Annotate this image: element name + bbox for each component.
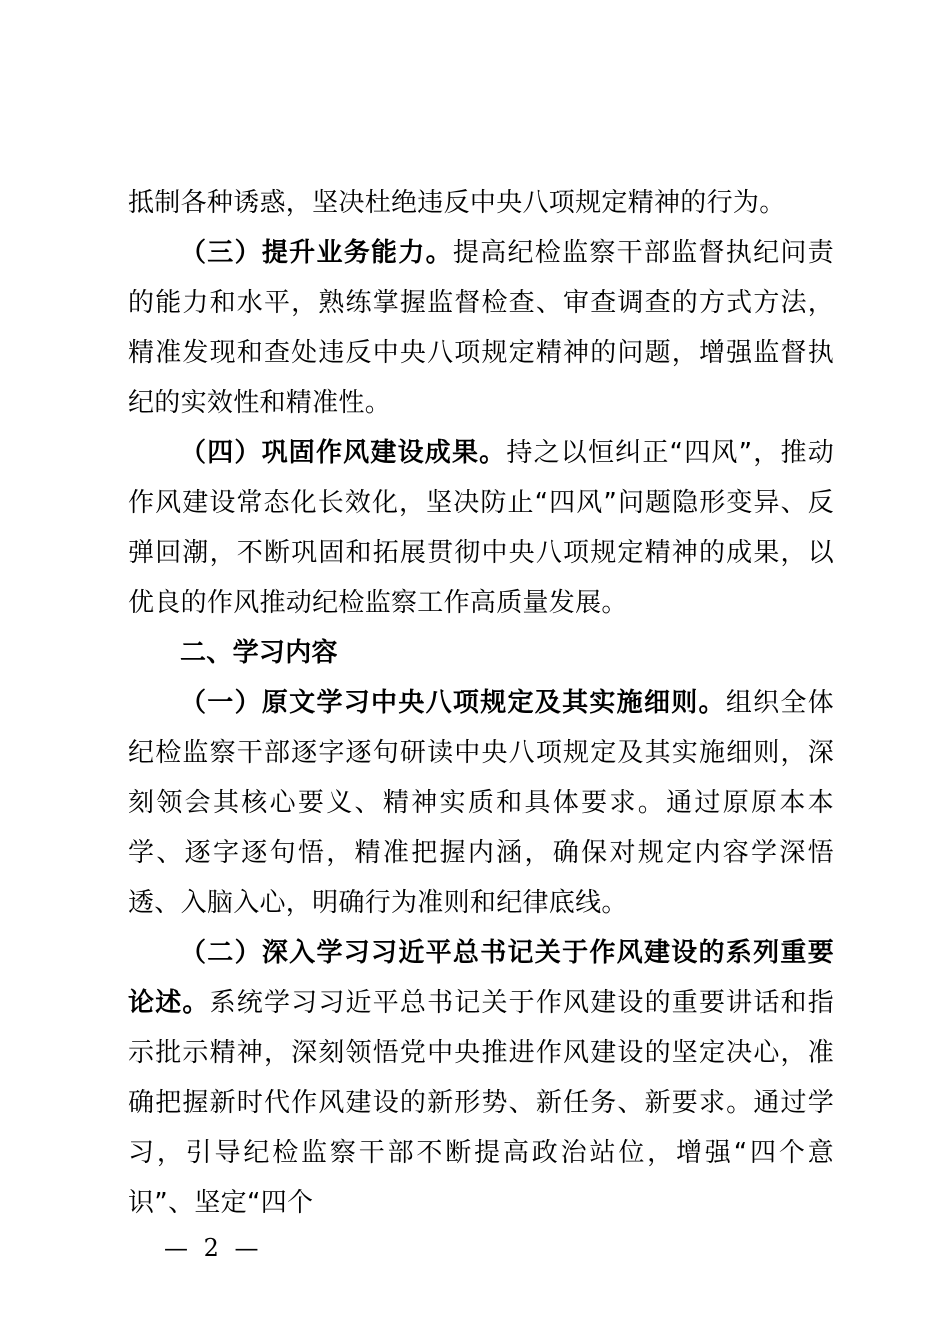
paragraph-text: 组织全体纪检监察干部逐字逐句研读中央八项规定及其实施细则，深刻领会其核心要义、精神实质和具体要求。通过原原本本学、逐字逐句悟，精准把握内涵，确保对规定内容学深悟透、入脑入心，明确行为准则和纪律底线。 — [128, 688, 834, 918]
paragraph-text: 抵制各种诱惑，坚决杜绝违反中央八项规定精神的行为。 — [128, 188, 786, 218]
paragraph-text: 系统学习习近平总书记关于作风建设的重要讲话和指示批示精神，深刻领悟党中央推进作风建设的坚定决心，准确把握新时代作风建设的新形势、新任务、新要求。通过学习，引导纪检监察干部不断提高政治站位，增强“四个意识”、坚定“四个 — [128, 988, 835, 1218]
paragraph-text: 提高纪检监察干部监督执纪问责的能力和水平，熟练掌握监督检查、审查调查的方式方法，精准发现和查处违反中央八项规定精神的问题，增强监督执纪的实效性和精准性。 — [128, 238, 834, 418]
paragraph-heading: （四）巩固作风建设成果。 — [180, 438, 507, 468]
page-number: — 2 — — [164, 1234, 263, 1262]
paragraph-text: 持之以恒纠正“四风”，推动作风建设常态化长效化，坚决防止“四风”问题隐形变异、反弹回潮，不断巩固和拓展贯彻中央八项规定精神的成果，以优良的作风推动纪检监察工作高质量发展。 — [128, 438, 834, 618]
section-heading-study-content — [128, 628, 834, 678]
paragraph-improve-ability — [128, 228, 834, 428]
paragraph-heading: （二）深入学习习近平总书记关于作风建设的系列重要论述。 — [128, 938, 834, 1018]
paragraph-heading: （一）原文学习中央八项规定及其实施细则。 — [180, 688, 726, 718]
paragraph-study-speeches — [128, 928, 834, 1228]
paragraph-study-regulations — [128, 678, 834, 928]
paragraph-continuation — [128, 178, 834, 228]
section-heading: 二、学习内容 — [180, 638, 338, 668]
paragraph-heading: （三）提升业务能力。 — [180, 238, 453, 268]
body-text — [128, 178, 834, 1228]
paragraph-consolidate-results — [128, 428, 834, 628]
